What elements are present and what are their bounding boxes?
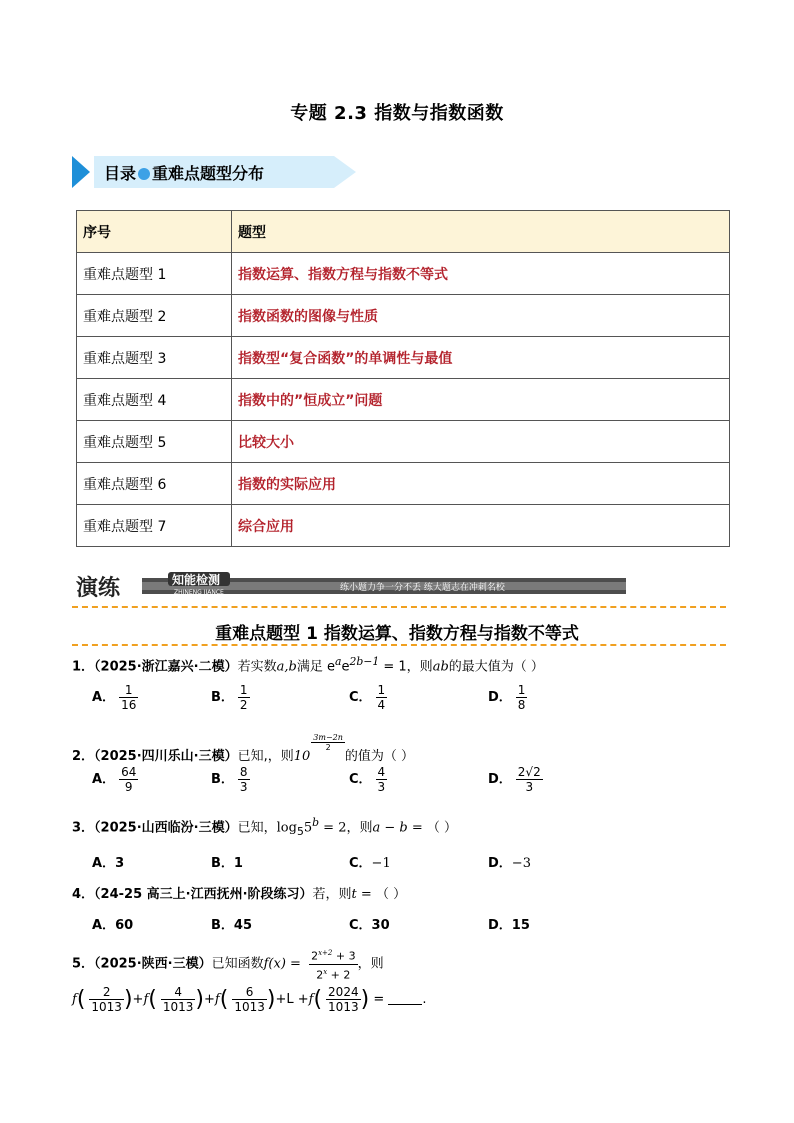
math-exp: b: [312, 816, 320, 829]
question-number: 5．: [72, 956, 95, 972]
row-topic: 指数中的”恒成立”问题: [232, 379, 730, 421]
question-text: = 1，则: [379, 659, 433, 675]
math-expr: t =: [351, 887, 376, 902]
question-text: 的最大值为（ ）: [448, 659, 544, 675]
toc-sublabel: 重难点题型分布: [152, 164, 265, 183]
topic-table: [76, 210, 730, 547]
row-index: 重难点题型 3: [77, 337, 232, 379]
math-sub: 5: [296, 824, 304, 838]
banner-slogan: 练小题力争一分不丢 练大题志在冲刺名校: [340, 583, 505, 593]
divider: [72, 644, 726, 646]
option-a: A． $\frac{64}{9}$: [92, 765, 137, 794]
option-a: A．60: [92, 918, 134, 933]
row-topic: 指数运算、指数方程与指数不等式: [232, 253, 730, 295]
option-b: B．45: [211, 918, 253, 933]
question-text: ，则: [346, 820, 373, 836]
question-text: 的值为（ ）: [344, 749, 415, 764]
table-row: [77, 463, 730, 505]
question-text: （ ）: [375, 887, 407, 902]
question-source: （2025·浙江嘉兴·二模）: [94, 659, 238, 675]
banner-left-text: 演练: [76, 575, 121, 600]
math-expr: log: [276, 820, 297, 836]
toc-heading: [104, 161, 264, 184]
question-text: e: [341, 659, 350, 675]
question-text: 满足 e: [296, 659, 335, 675]
question-number: 3．: [72, 820, 95, 836]
question-4: [72, 883, 406, 902]
option-a: A．3: [92, 856, 125, 871]
banner-mid-text: 知能检测: [172, 573, 221, 587]
table-header-row: [77, 211, 730, 253]
option-a: A． $\frac{1}{16}$: [92, 683, 137, 712]
bullet-icon: [138, 168, 150, 180]
table-header-cell: 题型: [232, 211, 730, 253]
table-row: [77, 337, 730, 379]
table-row: [77, 253, 730, 295]
divider: [72, 606, 726, 608]
question-source: （2025·陕西·三模）: [94, 956, 212, 972]
row-index: 重难点题型 5: [77, 421, 232, 463]
question-2: 2．（2025·四川乐山·三模）已知,，则10 $\frac{3m-2n}{2}$ 的值为（ ）: [72, 733, 415, 764]
question-number: 2．: [72, 749, 95, 764]
row-index: 重难点题型 7: [77, 505, 232, 547]
table-row: [77, 421, 730, 463]
row-topic: 指数函数的图像与性质: [232, 295, 730, 337]
question-text: 已知，: [237, 820, 277, 836]
question-source: （2025·四川乐山·三模）: [94, 749, 238, 764]
question-text: 已知函数: [211, 956, 264, 972]
question-1: [72, 655, 544, 674]
math-expr: = 2: [319, 820, 347, 836]
row-topic: 综合应用: [232, 505, 730, 547]
table-row: [77, 505, 730, 547]
option-b: B．1: [211, 856, 243, 871]
row-index: 重难点题型 4: [77, 379, 232, 421]
banner-pinyin: ZHINENG JIANCE: [174, 589, 224, 596]
row-topic: 比较大小: [232, 421, 730, 463]
option-c: C．−1: [349, 856, 391, 871]
row-topic: 指数的实际应用: [232, 463, 730, 505]
math-exp: a: [334, 655, 342, 668]
math-expr: 10: [293, 749, 311, 764]
question-source: （2025·山西临汾·三模）: [94, 820, 238, 836]
row-index: 重难点题型 6: [77, 463, 232, 505]
option-d: D．15: [488, 918, 530, 933]
table-row: [77, 379, 730, 421]
toc-label: 目录: [104, 164, 137, 183]
math-expr: f(x) =: [263, 956, 306, 972]
table-row: [77, 295, 730, 337]
question-text: 若实数: [237, 659, 277, 675]
question-text: （ ）: [426, 820, 458, 836]
row-index: 重难点题型 1: [77, 253, 232, 295]
practice-banner: [72, 572, 626, 600]
question-text: ，则: [357, 956, 384, 972]
question-text: 若，则: [312, 887, 352, 902]
math-expr: a,b: [276, 659, 297, 675]
table-header-cell: 序号: [77, 211, 232, 253]
math-expr: 5: [303, 820, 313, 836]
question-number: 4．: [72, 887, 95, 902]
option-b: B． $\frac{1}{2}$: [211, 683, 248, 712]
page-title: 专题 2.3 指数与指数函数: [290, 103, 504, 124]
option-d: D．−3: [488, 856, 531, 871]
question-3: [72, 816, 457, 838]
question-text: 已知,，则: [237, 749, 294, 764]
question-5-expression: f( $\frac{2}{1013}$ )+f( $\frac{4}{1013}$ )+f( $\frac{6}{1013}$ )+L +f( $\frac{2024}{1013}$ ) = .: [72, 985, 427, 1014]
option-c: C． $\frac{4}{3}$: [349, 765, 386, 794]
section-title: 重难点题型 1 指数运算、指数方程与指数不等式: [215, 624, 579, 644]
toc-banner: [72, 156, 356, 188]
answer-blank[interactable]: [388, 1004, 422, 1005]
math-expr: a − b =: [372, 820, 427, 836]
option-c: C．30: [349, 918, 390, 933]
row-topic: 指数型“复合函数”的单调性与最值: [232, 337, 730, 379]
question-source: （24-25 高三上·江西抚州·阶段练习）: [94, 887, 313, 902]
row-index: 重难点题型 2: [77, 295, 232, 337]
option-d: D． $\frac{1}{8}$: [488, 683, 526, 712]
option-c: C． $\frac{1}{4}$: [349, 683, 386, 712]
option-b: B． $\frac{8}{3}$: [211, 765, 248, 794]
option-d: D． $\frac{2√2}{3}$: [488, 765, 541, 794]
question-5: 5．（2025·陕西·三模）已知函数f(x) = $\frac{2^{x+2} + 3}{2^x + 2}$ ，则: [72, 946, 384, 982]
math-expr: ab: [432, 659, 449, 675]
question-number: 1．: [72, 659, 95, 675]
math-exp: 2b−1: [349, 655, 380, 668]
